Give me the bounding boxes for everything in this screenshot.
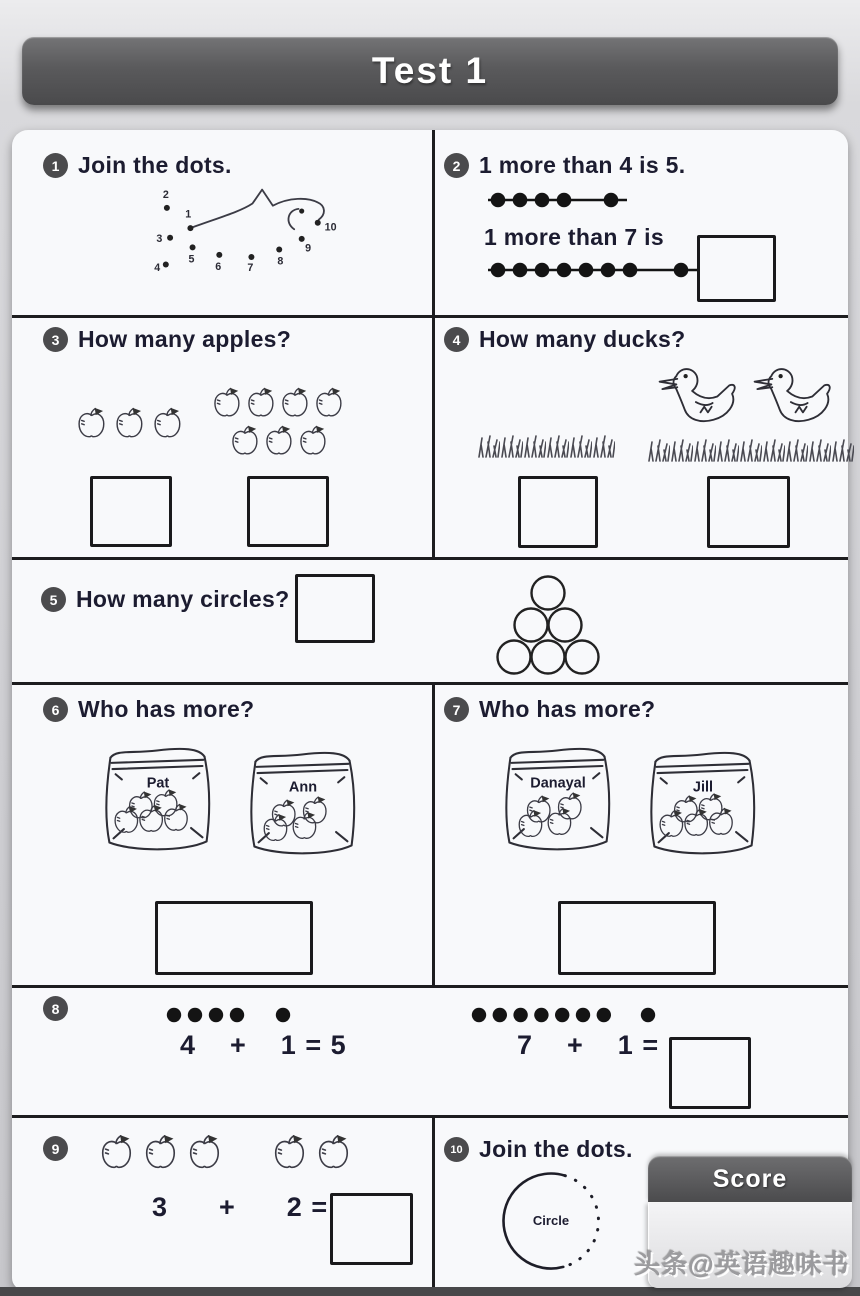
q9-equation: 3 + 2 =	[152, 1192, 329, 1222]
bottom-edge-strip	[0, 1287, 860, 1296]
svg-text:Circle: Circle	[532, 1213, 570, 1228]
apples-group-of-3-addend-figure	[95, 1130, 230, 1174]
apples-group-of-3-figure	[72, 402, 187, 448]
question-3-prompt: How many apples?	[78, 326, 292, 352]
svg-text:4: 4	[154, 261, 161, 274]
bag-of-apples-ann-figure	[245, 740, 361, 862]
question-10-heading	[444, 1136, 633, 1163]
q4-answer-box-2[interactable]	[707, 476, 790, 548]
bag-of-apples-danayal-figure	[500, 736, 616, 858]
svg-text:2: 2	[162, 189, 169, 202]
question-8-heading	[43, 996, 68, 1021]
question-3-number-badge: 3	[43, 327, 68, 352]
question-2-heading	[444, 152, 685, 179]
svg-text:Jill: Jill	[692, 779, 714, 796]
q2-answer-box[interactable]	[697, 235, 776, 302]
question-2-number-badge: 2	[444, 153, 469, 178]
bag-of-apples-pat-figure	[100, 736, 216, 858]
apples-group-of-7-figure	[208, 382, 348, 467]
question-8-number-badge: 8	[43, 996, 68, 1021]
question-10-prompt: Join the dots.	[479, 1136, 633, 1162]
test-header	[22, 37, 838, 105]
svg-text:Pat: Pat	[146, 775, 170, 792]
question-7-number-badge: 7	[444, 697, 469, 722]
bead-line-question-figure	[486, 256, 701, 284]
circle-pyramid-figure	[478, 574, 618, 676]
grid-hline-4	[12, 985, 848, 988]
question-5-prompt: How many circles?	[76, 586, 290, 612]
question-6-number-badge: 6	[43, 697, 68, 722]
question-6-prompt: Who has more?	[78, 696, 255, 722]
grid-hline-5	[12, 1115, 848, 1118]
question-7-prompt: Who has more?	[479, 696, 656, 722]
question-4-prompt: How many ducks?	[479, 326, 686, 352]
ducks-on-grass-figure	[646, 362, 851, 462]
question-10-number-badge: 10	[444, 1137, 469, 1162]
q7-answer-box[interactable]	[558, 901, 716, 975]
q3-answer-box-2[interactable]	[247, 476, 329, 547]
dotted-circle-figure[interactable]	[493, 1163, 609, 1279]
question-7-heading	[444, 696, 655, 723]
svg-text:5: 5	[188, 253, 195, 266]
score-header	[648, 1156, 852, 1202]
apples-group-of-2-addend-figure	[268, 1130, 360, 1174]
question-6-heading	[43, 696, 254, 723]
worksheet-card	[12, 130, 848, 1290]
question-9-heading	[43, 1136, 68, 1161]
svg-text:6: 6	[215, 260, 222, 273]
q6-answer-box[interactable]	[155, 901, 313, 975]
q4-answer-box-1[interactable]	[518, 476, 598, 548]
q5-answer-box[interactable]	[295, 574, 375, 643]
grid-vline-row6	[432, 1115, 435, 1290]
grid-vline-row4	[432, 682, 435, 988]
score-label: Score	[712, 1164, 788, 1193]
question-4-heading	[444, 326, 685, 353]
svg-text:10: 10	[324, 221, 337, 234]
grid-vline-row1	[432, 130, 435, 318]
counting-dots-4-plus-1-figure	[162, 1002, 297, 1028]
svg-text:9: 9	[305, 242, 312, 255]
q3-answer-box-1[interactable]	[90, 476, 172, 547]
svg-text:7: 7	[247, 261, 254, 274]
grid-hline-3	[12, 682, 848, 685]
bag-of-apples-jill-figure	[645, 740, 761, 862]
test-title: Test 1	[371, 50, 489, 91]
svg-text:1: 1	[185, 208, 192, 221]
q8-left-equation: 4 + 1 = 5	[180, 1030, 347, 1060]
bead-line-example-figure	[486, 186, 631, 214]
empty-grass-patch-figure	[476, 424, 616, 460]
q9-answer-box[interactable]	[330, 1193, 413, 1265]
counting-dots-7-plus-1-figure	[467, 1002, 662, 1028]
question-9-number-badge: 9	[43, 1136, 68, 1161]
question-2-statement: 1 more than 7 is	[484, 224, 664, 250]
question-4-number-badge: 4	[444, 327, 469, 352]
question-1-heading	[43, 152, 232, 179]
question-1-number-badge: 1	[43, 153, 68, 178]
question-1-prompt: Join the dots.	[78, 152, 232, 178]
svg-text:Danayal: Danayal	[530, 775, 586, 792]
q8-right-equation: 7 + 1 =	[517, 1030, 660, 1060]
grid-vline-row2	[432, 315, 435, 560]
q8-answer-box[interactable]	[669, 1037, 751, 1109]
question-5-heading	[41, 586, 289, 613]
question-2-example-statement: 1 more than 4 is 5.	[479, 152, 686, 178]
grid-hline-2	[12, 557, 848, 560]
question-5-number-badge: 5	[41, 587, 66, 612]
svg-text:Ann: Ann	[288, 779, 318, 796]
watermark-text: 头条@英语趣味书	[634, 1249, 850, 1279]
join-the-dots-animal-figure[interactable]	[130, 180, 345, 287]
grid-hline-1	[12, 315, 848, 318]
question-3-heading	[43, 326, 291, 353]
svg-text:3: 3	[156, 233, 163, 246]
svg-text:8: 8	[277, 255, 284, 268]
